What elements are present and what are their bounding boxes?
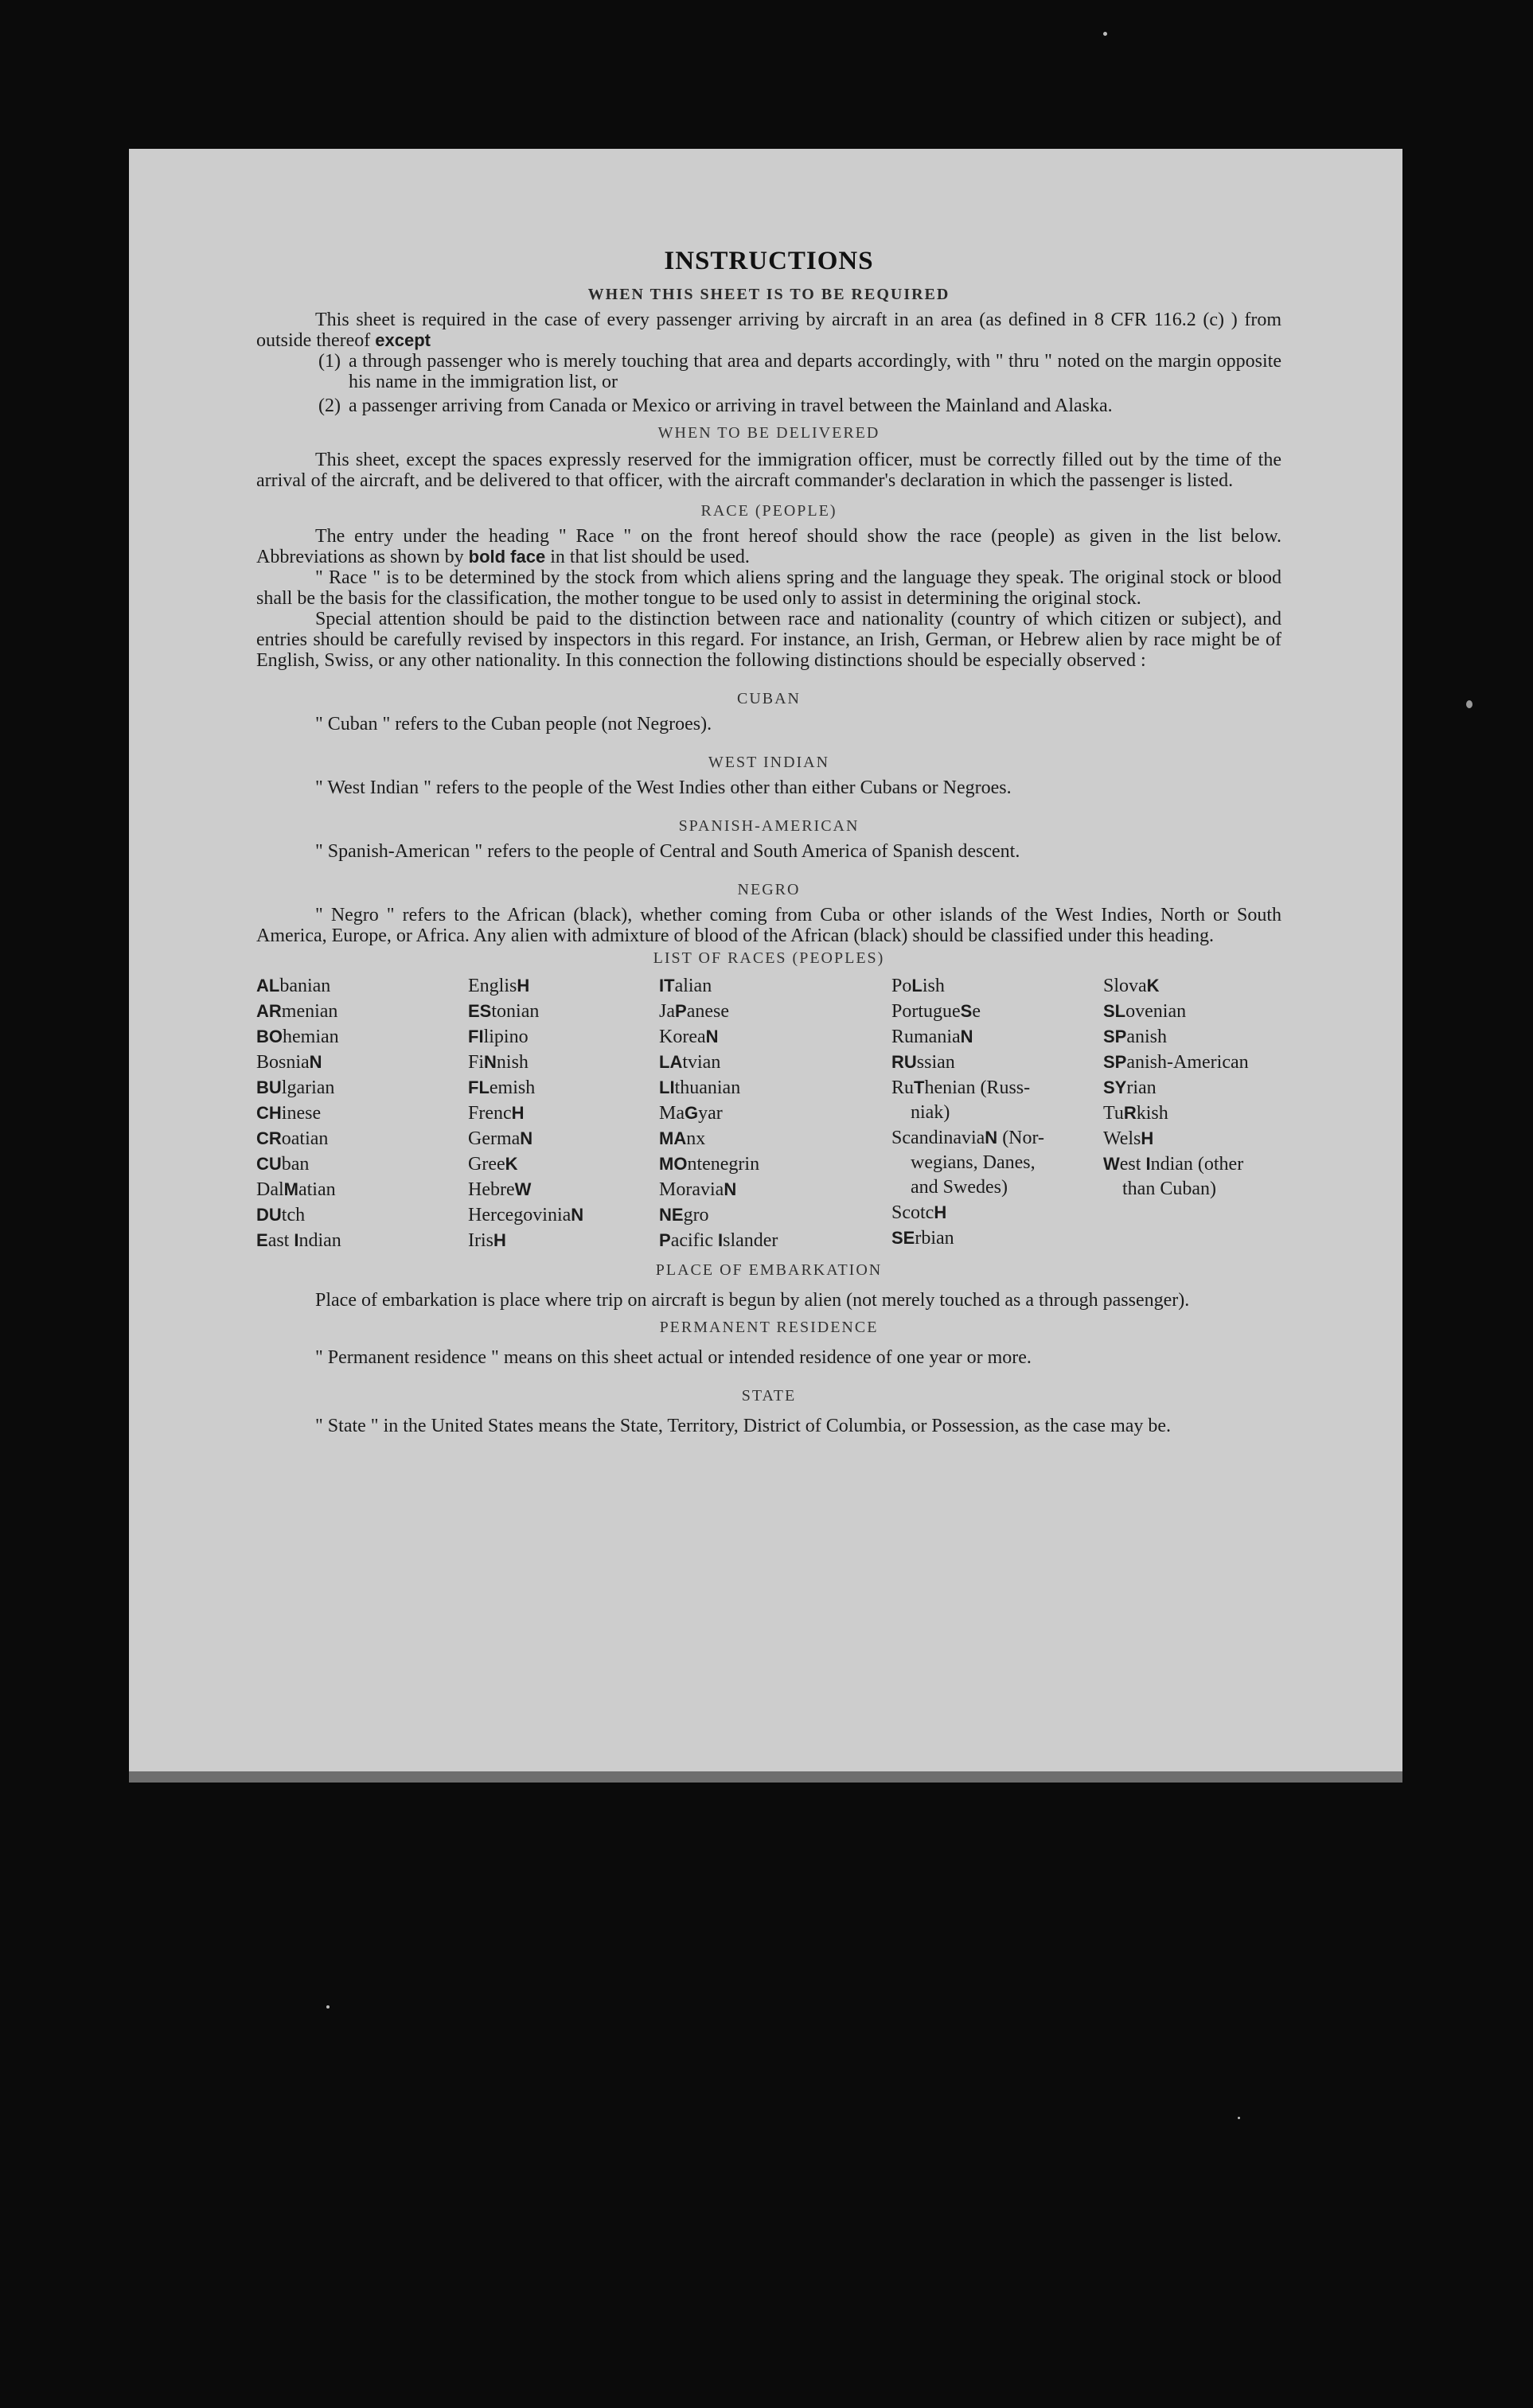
race-entry: [659, 1024, 891, 1050]
race-entry: [1103, 1075, 1270, 1101]
race-name-part: Hercegovinia: [468, 1205, 571, 1225]
race-name-part: oatian: [281, 1128, 329, 1149]
race-name-part: henian (Russ-: [924, 1077, 1031, 1098]
race-name-part: Scotc: [891, 1202, 934, 1223]
item-number: (1): [318, 351, 341, 372]
document-page: [129, 149, 1402, 1772]
race-name-part: Portugue: [891, 1001, 961, 1022]
race-abbreviation: W: [1103, 1154, 1120, 1174]
race-paragraph-2: " Race " is to be determined by the stock from which aliens spring and the language they speak. The original stock or blood shall be the basis for the classification, the mother tongue to be used only to assist in determining the original stock.: [256, 567, 1281, 609]
race-paragraph-3: Special attention should be paid to the distinction between race and nationality (country of which citizen or subject), and entries should be carefully revised by inspectors in this regard. For instance, an Irish, German, or Hebrew alien by race might be of English, Swiss, or any other nationality. In this connection the following distinctions should be especially observed :: [256, 609, 1281, 671]
section-heading-race: RACE (PEOPLE): [700, 502, 837, 520]
race-name-part: Englis: [468, 976, 517, 996]
race-name-part: and Swedes): [911, 1177, 1008, 1198]
race-name-part: inese: [281, 1103, 322, 1124]
item-text: a passenger arriving from Canada or Mexico or arriving in travel between the Mainland and Alaska.: [349, 395, 1113, 416]
race-entry: [256, 1101, 468, 1126]
race-name-part: Moravia: [659, 1179, 724, 1200]
races-column: [1103, 973, 1270, 1253]
race-name-part: tonian: [491, 1001, 540, 1022]
race-entry: [468, 999, 659, 1024]
race-name-part: rbian: [915, 1228, 954, 1249]
race-entry: [256, 1228, 468, 1253]
race-entry: [659, 1177, 891, 1202]
race-abbreviation: I: [294, 1230, 299, 1250]
race-name-part: hemian: [283, 1027, 339, 1047]
race-abbreviation: W: [514, 1179, 532, 1199]
race-name-part: Ja: [659, 1001, 675, 1022]
race-name-part: acific: [670, 1230, 718, 1251]
race-entry: [891, 1200, 1103, 1225]
race-name-part: menian: [281, 1001, 338, 1022]
race-name-part: Korea: [659, 1027, 706, 1047]
race-abbreviation: T: [914, 1077, 925, 1097]
race-abbreviation: FL: [468, 1077, 490, 1097]
race-name-part: niak): [911, 1102, 950, 1123]
race-name-part: Fi: [468, 1052, 485, 1073]
race-abbreviation: CU: [256, 1154, 282, 1174]
race-name-part: anish: [1126, 1027, 1168, 1047]
race-entry: [468, 1050, 659, 1075]
exception-item-2: [318, 395, 1281, 416]
race-entry: [891, 1225, 1103, 1251]
race-abbreviation: DU: [256, 1205, 282, 1225]
race-entry: [659, 999, 891, 1024]
race-abbreviation: SL: [1103, 1001, 1126, 1021]
film-speck: [1466, 700, 1473, 708]
film-speck: [326, 2005, 330, 2009]
race-name-part: e: [972, 1001, 981, 1022]
races-column: [891, 973, 1103, 1253]
race-abbreviation: SY: [1103, 1077, 1127, 1097]
race-name-part: Slova: [1103, 976, 1147, 996]
race-entry: [1103, 1101, 1270, 1126]
race-entry: [468, 1151, 659, 1177]
race-name-part: Scandinavia: [891, 1128, 985, 1148]
race-abbreviation: N: [484, 1052, 497, 1072]
race-entry: [468, 1101, 659, 1126]
race-name-part: ssian: [916, 1052, 955, 1073]
race-name-part: tvian: [682, 1052, 721, 1073]
exception-item-1: [318, 351, 1281, 392]
race-name-part: ovenian: [1125, 1001, 1187, 1022]
negro-text: " Negro " refers to the African (black), whether coming from Cuba or other islands of the West Indies, North or South America, Europe, or Africa. Any alien with admixture of blood of the African (black) should be classified under this heading.: [256, 905, 1281, 946]
race-entry: [256, 1202, 468, 1228]
race-abbreviation: I: [1145, 1154, 1151, 1174]
race-entry: [256, 1126, 468, 1151]
race-abbreviation: E: [256, 1230, 268, 1250]
section-heading-west-indian: WEST INDIAN: [708, 754, 830, 771]
item-number: (2): [318, 395, 341, 416]
race-abbreviation: K: [1146, 976, 1160, 996]
race-entry: [1103, 1126, 1270, 1151]
section-heading-permanent-residence: PERMANENT RESIDENCE: [659, 1319, 879, 1336]
race-abbreviation: CR: [256, 1128, 282, 1148]
race-name-part: est: [1119, 1154, 1146, 1175]
race-abbreviation: CH: [256, 1103, 282, 1123]
races-list: [256, 973, 1281, 1253]
race-entry: [659, 1228, 891, 1253]
film-speck: [1238, 2117, 1240, 2119]
race-name-part: gro: [683, 1205, 709, 1225]
race-name-part: tch: [281, 1205, 306, 1225]
race-entry: [891, 1125, 1103, 1151]
race-name-part: lipino: [483, 1027, 529, 1047]
races-column: [659, 973, 891, 1253]
race-abbreviation: H: [511, 1103, 525, 1123]
races-column: [468, 973, 659, 1253]
section-heading-state: STATE: [741, 1387, 797, 1405]
race-abbreviation: H: [517, 976, 530, 996]
race-entry: [256, 999, 468, 1024]
race-entry: [1103, 1050, 1270, 1075]
race-name-part: than Cuban): [1122, 1179, 1216, 1199]
race-entry: [1103, 999, 1270, 1024]
film-speck: [1103, 32, 1107, 36]
race-entry: [468, 1126, 659, 1151]
race-entry: [891, 999, 1103, 1024]
race-name-part: Rumania: [891, 1027, 961, 1047]
race-entry: [659, 1151, 891, 1177]
race-abbreviation: BU: [256, 1077, 282, 1097]
race-name-part: ndian (other: [1150, 1154, 1244, 1175]
race-abbreviation: BO: [256, 1027, 283, 1046]
race-abbreviation: N: [309, 1052, 322, 1072]
race-abbreviation: S: [960, 1001, 973, 1021]
race-entry: [891, 1151, 1103, 1175]
race-entry: [659, 1202, 891, 1228]
race-entry: [256, 973, 468, 999]
race-name-part: anese: [686, 1001, 729, 1022]
race-name-part: ntenegrin: [687, 1154, 760, 1175]
race-entry: [659, 1126, 891, 1151]
race-name-part: ban: [281, 1154, 310, 1175]
section-heading-when-required: WHEN THIS SHEET IS TO BE REQUIRED: [587, 286, 950, 303]
section-heading-place-of-embarkation: PLACE OF EMBARKATION: [655, 1261, 883, 1279]
section-heading-negro: NEGRO: [737, 881, 801, 898]
race-abbreviation: N: [960, 1027, 973, 1046]
race-entry: [256, 1151, 468, 1177]
spanish-american-text: " Spanish-American " refers to the people of Central and South America of Spanish descent.: [315, 841, 1020, 862]
race-name-part: Wels: [1103, 1128, 1141, 1149]
race-entry: [468, 1075, 659, 1101]
race-entry: [468, 1202, 659, 1228]
race-entry: [256, 1075, 468, 1101]
race-abbreviation: N: [985, 1128, 998, 1148]
race-entry: [468, 1177, 659, 1202]
race-name-part: Germa: [468, 1128, 521, 1149]
race-abbreviation: I: [717, 1230, 724, 1250]
race-entry: [891, 1050, 1103, 1075]
race-entry: [891, 973, 1103, 999]
when-required-intro: This sheet is required in the case of every passenger arriving by aircraft in an area (as defined in 8 CFR 116.2 (c) ) from outside thereof except: [256, 310, 1281, 351]
race-abbreviation: MO: [659, 1154, 688, 1174]
race-name-part: ast: [267, 1230, 295, 1251]
race-abbreviation: SE: [891, 1228, 915, 1248]
race-abbreviation: N: [705, 1027, 719, 1046]
race-name-part: ish: [922, 976, 945, 996]
race-abbreviation: FI: [468, 1027, 484, 1046]
race-name-part: Bosnia: [256, 1052, 310, 1073]
race-abbreviation: G: [685, 1103, 699, 1123]
race-name-part: thuanian: [674, 1077, 741, 1098]
race-abbreviation: MA: [659, 1128, 687, 1148]
race-abbreviation: H: [493, 1230, 506, 1250]
race-abbreviation: ES: [468, 1001, 492, 1021]
race-name-part: alian: [674, 976, 712, 996]
race-entry: [659, 973, 891, 999]
race-name-part: Ma: [659, 1103, 685, 1124]
race-entry: [256, 1050, 468, 1075]
page-edge-shadow: [129, 1771, 1402, 1783]
race-name-part: Ru: [891, 1077, 915, 1098]
race-abbreviation: P: [659, 1230, 671, 1250]
race-name-part: Dal: [256, 1179, 284, 1200]
race-name-part: atian: [298, 1179, 336, 1200]
races-column: [256, 973, 468, 1253]
race-abbreviation: M: [283, 1179, 298, 1199]
race-name-part: Po: [891, 976, 912, 996]
document-title: INSTRUCTIONS: [664, 247, 874, 275]
race-name-part: Tu: [1103, 1103, 1124, 1124]
permanent-residence-text: " Permanent residence " means on this sheet actual or intended residence of one year or more.: [315, 1347, 1032, 1368]
race-abbreviation: L: [911, 976, 923, 996]
race-entry: [891, 1024, 1103, 1050]
race-abbreviation: RU: [891, 1052, 917, 1072]
emphasis-bold-face: bold face: [468, 547, 546, 567]
race-name-part: rian: [1126, 1077, 1157, 1098]
race-entry: [468, 1024, 659, 1050]
race-abbreviation: K: [505, 1154, 518, 1174]
west-indian-text: " West Indian " refers to the people of the West Indies other than either Cubans or Negroes.: [315, 777, 1012, 798]
race-name-part: wegians, Danes,: [911, 1152, 1036, 1173]
race-name-part: nish: [496, 1052, 529, 1073]
race-abbreviation: N: [571, 1205, 584, 1225]
race-abbreviation: H: [1141, 1128, 1154, 1148]
race-abbreviation: N: [520, 1128, 533, 1148]
race-abbreviation: R: [1123, 1103, 1137, 1123]
race-entry: [1103, 1024, 1270, 1050]
race-abbreviation: N: [724, 1179, 737, 1199]
race-entry: [468, 1228, 659, 1253]
race-abbreviation: NE: [659, 1205, 684, 1225]
race-entry: [891, 1101, 1103, 1125]
race-name-part: banian: [279, 976, 331, 996]
race-name-part: anish-American: [1126, 1052, 1249, 1073]
race-entry: [256, 1024, 468, 1050]
race-abbreviation: IT: [659, 976, 675, 996]
race-abbreviation: AL: [256, 976, 280, 996]
state-text: " State " in the United States means the State, Territory, District of Columbia, or Possession, as the case may be.: [315, 1416, 1172, 1436]
race-name-part: ndian: [298, 1230, 341, 1251]
emphasis-except: except: [375, 330, 431, 350]
race-name-part: Gree: [468, 1154, 505, 1175]
cuban-text: " Cuban " refers to the Cuban people (not Negroes).: [315, 714, 712, 734]
race-abbreviation: LI: [659, 1077, 675, 1097]
race-abbreviation: LA: [659, 1052, 683, 1072]
race-name-part: Iris: [468, 1230, 493, 1251]
race-name-part: Frenc: [468, 1103, 512, 1124]
race-entry: [1103, 1151, 1270, 1177]
race-paragraph-1: The entry under the heading " Race " on the front hereof should show the race (people) as given in the list below. Abbreviations as shown by bold face in that list should be used.: [256, 526, 1281, 567]
race-entry: [659, 1075, 891, 1101]
race-entry: [891, 1075, 1103, 1101]
race-abbreviation: SP: [1103, 1027, 1127, 1046]
race-entry: [256, 1177, 468, 1202]
race-entry: [1103, 1177, 1270, 1202]
race-name-part: slander: [723, 1230, 778, 1251]
race-name-part: (Nor-: [997, 1128, 1045, 1148]
race-name-part: nx: [686, 1128, 706, 1149]
section-heading-when-delivered: WHEN TO BE DELIVERED: [657, 424, 880, 442]
race-name-part: emish: [489, 1077, 536, 1098]
race-name-part: Hebre: [468, 1179, 515, 1200]
race-abbreviation: SP: [1103, 1052, 1127, 1072]
race-name-part: lgarian: [281, 1077, 335, 1098]
race-abbreviation: P: [675, 1001, 687, 1021]
race-entry: [468, 973, 659, 999]
section-heading-list-of-races: LIST OF RACES (PEOPLES): [653, 949, 885, 967]
when-delivered-text: This sheet, except the spaces expressly reserved for the immigration officer, must be correctly filled out by the time of the arrival of the aircraft, and be delivered to that officer, with the aircraft commander's declaration in which the passenger is listed.: [256, 450, 1281, 491]
race-abbreviation: H: [934, 1202, 947, 1222]
section-heading-spanish-american: SPANISH-AMERICAN: [678, 817, 860, 835]
race-abbreviation: AR: [256, 1001, 282, 1021]
race-name-part: yar: [698, 1103, 723, 1124]
race-entry: [659, 1101, 891, 1126]
race-entry: [659, 1050, 891, 1075]
section-heading-cuban: CUBAN: [736, 690, 801, 707]
race-entry: [891, 1175, 1103, 1200]
race-name-part: kish: [1136, 1103, 1168, 1124]
item-text: a through passenger who is merely touching that area and departs accordingly, with " thru " noted on the margin opposite his name in the immigration list, or: [349, 351, 1281, 392]
place-of-embarkation-text: Place of embarkation is place where trip on aircraft is begun by alien (not merely touched as a through passenger).: [315, 1290, 1190, 1311]
race-entry: [1103, 973, 1270, 999]
